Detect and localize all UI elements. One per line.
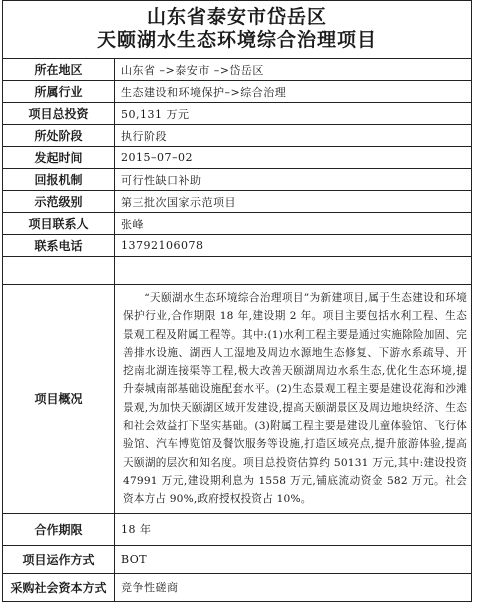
label-period: 合作期限 [3, 513, 115, 545]
row-phone [3, 235, 472, 257]
title-line-2: 天颐湖水生态环境综合治理项目 [96, 29, 377, 51]
row-procurement [3, 573, 472, 601]
row-demo-level [3, 191, 472, 213]
project-info-table [2, 58, 472, 602]
label-operation: 项目运作方式 [3, 545, 115, 573]
row-industry [3, 81, 472, 103]
row-start-date [3, 147, 472, 169]
spacer-value-cell [115, 257, 472, 285]
label-return-mechanism: 回报机制 [3, 169, 115, 191]
label-start-date: 发起时间 [3, 147, 115, 169]
label-industry: 所属行业 [3, 81, 115, 103]
row-stage [3, 125, 472, 147]
label-stage: 所处阶段 [3, 125, 115, 147]
document-title [2, 0, 472, 58]
value-industry: 生态建设和环境保护–>综合治理 [115, 81, 472, 103]
spacer-label-cell [3, 257, 115, 285]
row-operation [3, 545, 472, 573]
row-contact [3, 213, 472, 235]
value-start-date: 2015–07–02 [115, 147, 472, 169]
label-demo-level: 示范级别 [3, 191, 115, 213]
label-region: 所在地区 [3, 59, 115, 81]
label-phone: 联系电话 [3, 235, 115, 257]
overview-text: “天颐湖水生态环境综合治理项目”为新建项目,属于生态建设和环境保护行业,合作期限 18 年,建设期 2 年。项目主要包括水利工程、生态景观工程及附属工程等。其中:(1)水利工程主要是通过实施除险加固、完善排水设施、湖西人工湿地及周边水源地生态修复、下游水系疏导、开挖南北湖连接渠等工程,极大改善天颐湖周边水系生态,优化生态环境,提升泰城南部基础设施配套水平。(2)生态景观工程主要是建设花海和沙滩景观,为加快天颐湖区域开发建设,提高天颐湖景区及周边地块经济、生态和社会效益打下坚实基础。(3)附属工程主要是建设儿童体验馆、飞行体验馆、汽车博览馆及餐饮服务等设施,打造区域亮点,提升旅游体验,提高天颐湖的层次和知名度。项目总投资估算约 50131 万元,其中:建设投资 47991 万元,建设期利息为 1558 万元,铺底流动资金 582 万元。社会资本方占 90%,政府授权投资占 10%。 [123, 292, 467, 506]
row-spacer [3, 257, 472, 285]
value-operation: BOT [115, 545, 472, 573]
value-period: 18 年 [115, 513, 472, 545]
label-investment: 项目总投资 [3, 103, 115, 125]
value-region: 山东省 –>泰安市 –>岱岳区 [115, 59, 472, 81]
value-contact: 张峰 [115, 213, 472, 235]
row-overview [3, 285, 472, 514]
value-stage: 执行阶段 [115, 125, 472, 147]
value-investment: 50,131 万元 [115, 103, 472, 125]
label-overview: 项目概况 [3, 285, 115, 514]
row-period [3, 513, 472, 545]
value-demo-level: 第三批次国家示范项目 [115, 191, 472, 213]
row-region [3, 59, 472, 81]
value-procurement: 竞争性磋商 [115, 573, 472, 601]
title-line-1: 山东省泰安市岱岳区 [146, 6, 327, 28]
row-investment [3, 103, 472, 125]
project-document [2, 0, 472, 602]
value-phone: 13792106078 [115, 235, 472, 257]
row-return-mechanism [3, 169, 472, 191]
label-contact: 项目联系人 [3, 213, 115, 235]
value-overview [115, 285, 472, 514]
value-return-mechanism: 可行性缺口补助 [115, 169, 472, 191]
label-procurement: 采购社会资本方式 [3, 573, 115, 601]
